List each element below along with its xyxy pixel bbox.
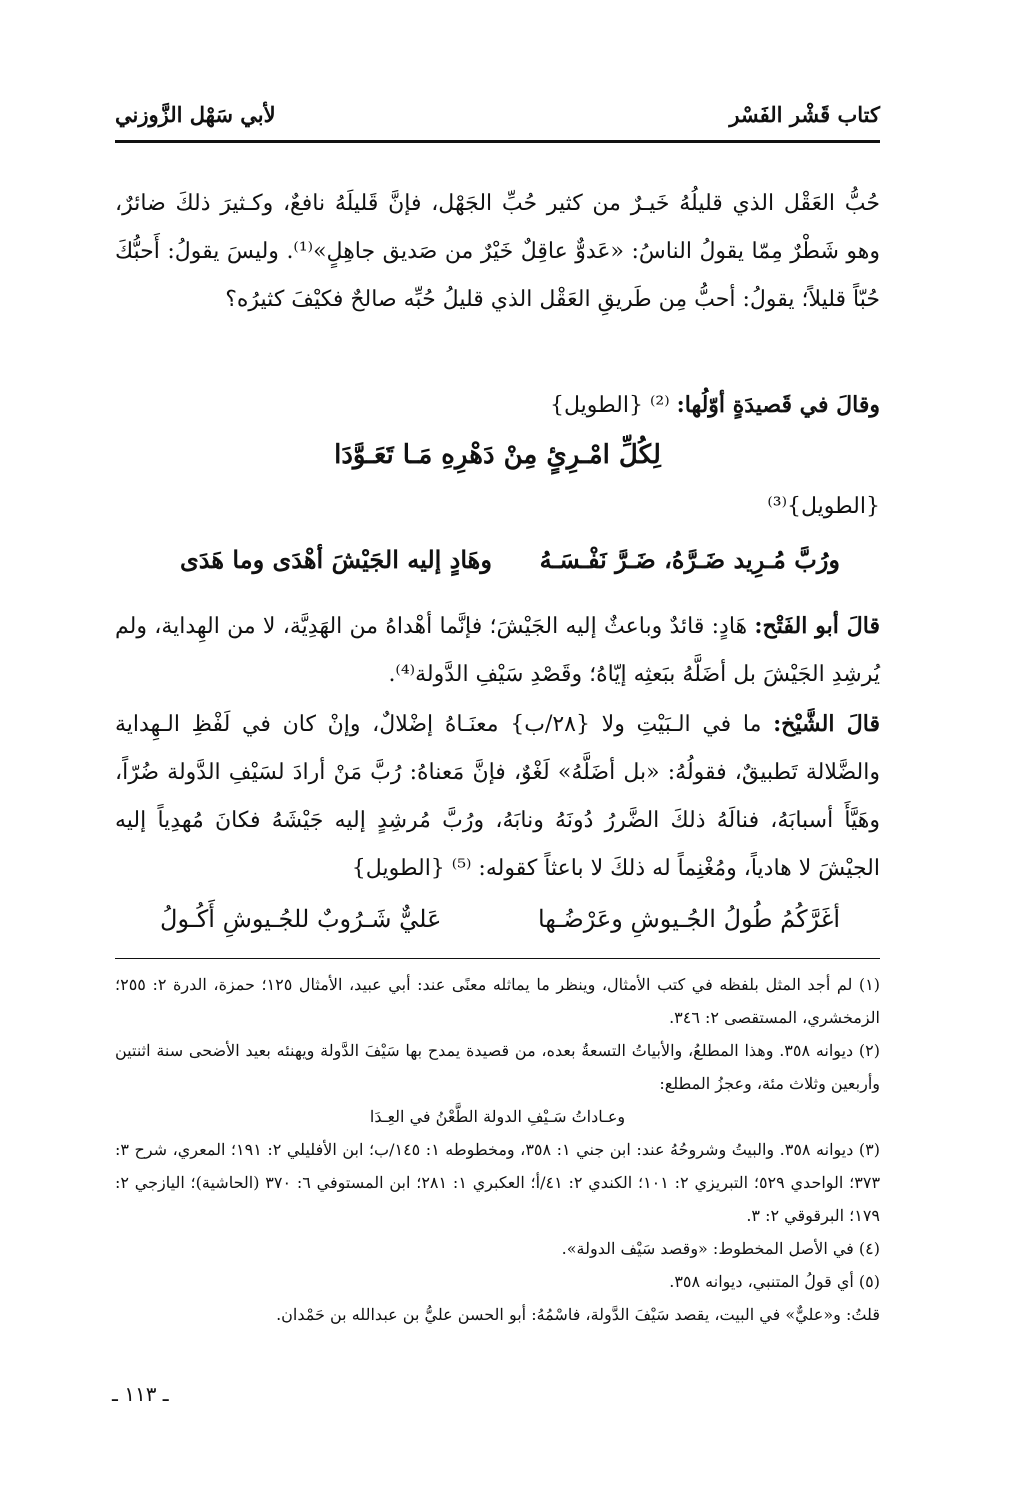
book-title: كتاب قَشْر الفَسْر bbox=[729, 102, 880, 127]
verse-3-hemistich-1: أغَرَّكُمُ طُولُ الجُـيوشِ وعَرْضُـها bbox=[537, 905, 840, 933]
verse-2-hemistich-2: وهَادٍ إليه الجَيْشَ أهْدَى وما هَدَى bbox=[180, 545, 492, 574]
footnote-3: (٣) ديوانه ٣٥٨. والبيتُ وشروحُهُ عند: ابن جني ١: ٣٥٨، ومخطوطه ١: ١٤٥/ب؛ ابن الأفليلي ٢: ١٩١؛ المعري، شرح ٣: ٣٧٣؛ الواحدي ٥٢٩؛ التبريزي ٢: ١٠١؛ الكندي ٢: ٤١/أ؛ العكبري ١: ٢٨١؛ ابن المستوفي ٦: ٣٧٠ (الحاشية)؛ اليازجي ٢: ١٧٩؛ البرقوقي ٢: ٣. bbox=[115, 1140, 881, 1225]
footnote-2-verse: وعـاداتُ سَـيْفِ الدولة الطَّعْنُ في العِـدَا bbox=[369, 1107, 626, 1126]
paragraph-2 bbox=[115, 602, 880, 699]
footnote-1: (١) لم أجد المثل بلفظه في كتب الأمثال، وينظر ما يماثله معنًى عند: أبي عبيد، الأمثال ١٢٥؛ حمزة، الدرة ٢: ٢٥٥؛ الزمخشري، المستقصى ٢: ٣٤٦. bbox=[115, 975, 881, 1027]
author-name: لأبي سَهْل الزَّوزني bbox=[115, 102, 276, 127]
paragraph-1: حُبُّ العَقْل الذي قليلُهُ خَيـرٌ من كثير حُبِّ الجَهْل، فإنَّ قَليلَهُ نافعٌ، وكـثيرَ ذلكَ ضائرٌ، وهو شَطْرٌ مِمّا يقولُ الناسُ: «عَدوٌّ عاقِلٌ خَيْرٌ من صَديق جاهِلٍ»⁽¹⁾. وليسَ يقولُ: أَحبُّكَ حُبّاً قليلاً؛ يقولُ: أحبُّ مِن طَريقِ العَقْل الذي قليلُ حُبِّه صالحٌ فكيْفَ كثيرُه؟ bbox=[115, 191, 880, 312]
footnotes bbox=[115, 968, 880, 1331]
verse-3-hemistich-2: عَليٌّ شَـرُوبٌ للجُـيوشِ أَكُـولُ bbox=[160, 905, 442, 933]
meter-label: {الطويل}⁽³⁾ bbox=[767, 494, 880, 519]
footnote-4: (٤) في الأصل المخطوط: «وقصد سَيْف الدولة». bbox=[561, 1239, 880, 1258]
page-number: ـ ١١٣ ـ bbox=[112, 1382, 169, 1406]
footnote-divider bbox=[115, 958, 880, 959]
paragraph-3 bbox=[115, 700, 880, 893]
verse-2-hemistich-1: ورُبَّ مُـرِيد ضَـرَّهُ، ضَـرَّ نَفْـسَـهُ bbox=[539, 545, 840, 574]
verse-1: لِكُلِّ امْـرِئٍ مِنْ دَهْرِهِ مَـا تَعَـوَّدَا bbox=[334, 440, 661, 470]
footnote-2: (٢) ديوانه ٣٥٨. وهذا المطلعُ، والأبياتُ التسعةُ بعده، من قصيدة يمدح بها سَيْفَ الدَّولة ويهنئه بعيد الأضحى سنة اثنتين وأربعين وثلاث مئة، وعجزُ المطلع: bbox=[115, 1041, 880, 1093]
paragraph-2-text: هَادٍ: قائدٌ وباعثٌ إليه الجَيْشَ؛ فإنَّما أهْداهُ من الهَدِيَّة، لا من الهِداية، ولم يُرشِدِ الجَيْشَ بل أضَلَّهُ ببَعثِه إيّاهُ؛ وقَصْدِ سَيْفِ الدَّولة⁽⁴⁾. bbox=[115, 614, 880, 687]
paragraph-3-lead: قالَ الشَّيْخ: bbox=[773, 711, 881, 737]
poem-heading bbox=[115, 392, 880, 418]
footnote-5-note: قلتُ: و«عليٌّ» في البيت، يقصد سَيْفَ الدَّولة، فاسْمُهُ: أبو الحسن عليُّ بن عبدالله بن حَمْدان. bbox=[276, 1305, 880, 1324]
poem-heading-lead: وقالَ في قَصيدَةٍ أوّلُها: bbox=[676, 392, 880, 418]
footnote-5: (٥) أي قولُ المتنبي، ديوانه ٣٥٨. bbox=[669, 1272, 880, 1291]
running-header bbox=[115, 100, 880, 143]
paragraph-3-text: ما في الـبَيْتِ ولا {٢٨/ب} معنَـاهُ إضْلالٌ، وإنْ كان في لَفْظِ الـهِداية والضَّلالة تَطبيقٌ، فقولُهُ: «بل أضَلَّهُ» لَغْوٌ، فإنَّ مَعناهُ: رُبَّ مَنْ أرادَ لسَيْفِ الدَّولة ضُرّاً، وهَيَّأَ أسبابَهُ، فنالَهُ ذلكَ الضَّررُ دُونَهُ ونابَهُ، ورُبَّ مُرشِدٍ إليه جَيْشَهُ فكانَ مُهدِياً إليه الجيْشَ لا هادياً، ومُغْنِماً له ذلكَ لا باعثاً كقوله: ⁽⁵⁾ {الطويل} bbox=[115, 712, 880, 881]
paragraph-2-lead: قالَ أبو الفَتْح: bbox=[754, 613, 880, 639]
poem-heading-ref: ⁽²⁾ {الطويل} bbox=[549, 393, 670, 418]
